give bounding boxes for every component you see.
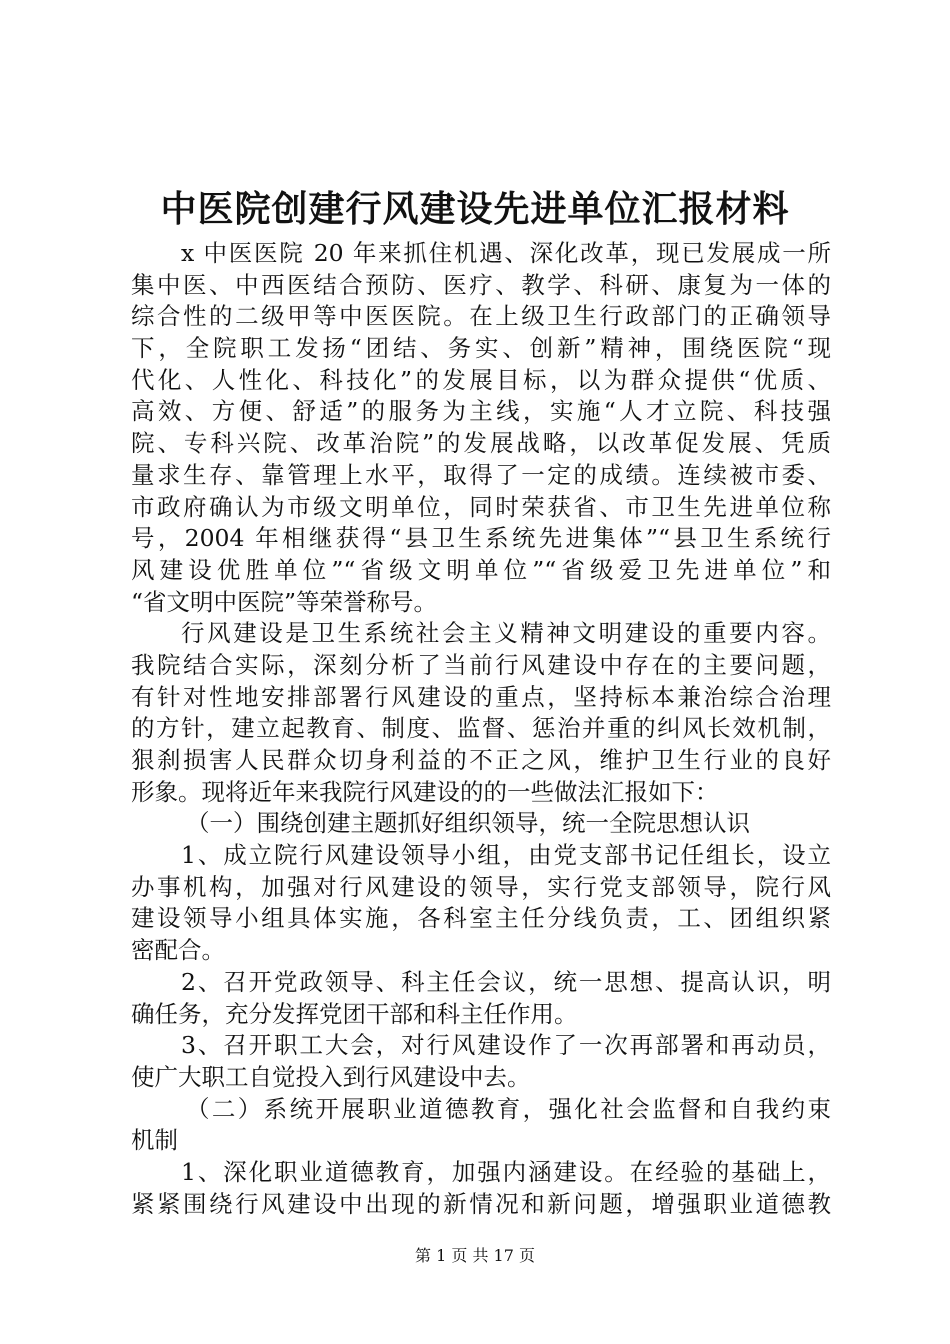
body-line: 形象。现将近年来我院行风建设的的一些做法汇报如下： [131,777,719,806]
body-line: 2、召开党政领导、科主任会议，统一思想、提高认识，明 [181,967,831,996]
body-line: 确任务，充分发挥党团干部和科主任作用。 [131,999,578,1028]
body-line: 高效、方便、舒适”的服务为主线，实施“人才立院、科技强 [131,397,831,426]
body-line: 的方针，建立起教育、制度、监督、惩治并重的纠风长效机制， [131,714,831,743]
body-line: 1、深化职业道德教育，加强内涵建设。在经验的基础上， [181,1157,831,1186]
body-line: 密配合。 [131,936,225,965]
body-line: 紧紧围绕行风建设中出现的新情况和新问题，增强职业道德教 [131,1189,831,1218]
page-footer: 第 1 页 共 17 页 [415,1246,535,1265]
body-line: 3、召开职工大会，对行风建设作了一次再部署和再动员， [181,1031,831,1060]
body-line: 狠刹损害人民群众切身利益的不正之风，维护卫生行业的良好 [131,746,831,774]
body-line: 有针对性地安排部署行风建设的重点，坚持标本兼治综合治理 [131,682,831,711]
body-line: 办事机构，加强对行风建设的领导，实行党支部领导，院行风 [131,872,831,901]
body-line: 使广大职工自觉投入到行风建设中去。 [131,1062,531,1091]
body-line: 市政府确认为市级文明单位，同时荣获省、市卫生先进单位称 [131,492,831,521]
document-body [131,238,831,1220]
body-line: 建设领导小组具体实施，各科室主任分线负责，工、团组织紧 [131,904,831,933]
body-line: 我院结合实际，深刻分析了当前行风建设中存在的主要问题， [131,650,831,679]
body-line: 号，2004 年相继获得“县卫生系统先进集体”“县卫生系统行 [131,524,831,553]
body-line: 集中医、中西医结合预防、医疗、教学、科研、康复为一体的 [131,270,831,299]
body-line: 院、专科兴院、改革治院”的发展战略，以改革促发展、凭质 [131,429,831,458]
body-line: 代化、人性化、科技化”的发展目标，以为群众提供“优质、 [131,365,831,394]
section-heading: （二）系统开展职业道德教育，强化社会监督和自我约束 [186,1094,831,1123]
body-line: 下，全院职工发扬“团结、务实、创新”精神，围绕医院“现 [131,334,831,363]
body-line: “省文明中医院”等荣誉称号。 [131,587,438,616]
document-title: 中医院创建行风建设先进单位汇报材料 [160,188,790,230]
section-heading: （一）围绕创建主题抓好组织领导，统一全院思想认识 [186,809,750,838]
body-line: 综合性的二级甲等中医医院。在上级卫生行政部门的正确领导 [131,302,831,331]
body-line: 1、成立院行风建设领导小组，由党支部书记任组长，设立 [181,841,831,870]
body-line: x 中医医院 20 年来抓住机遇、深化改革，现已发展成一所 [181,239,831,267]
body-line: 行风建设是卫生系统社会主义精神文明建设的重要内容。 [181,619,831,648]
section-heading: 机制 [131,1126,178,1155]
body-line: 量求生存、靠管理上水平，取得了一定的成绩。连续被市委、 [131,460,831,489]
body-line: 风建设优胜单位”“省级文明单位”“省级爱卫先进单位”和 [131,555,831,584]
